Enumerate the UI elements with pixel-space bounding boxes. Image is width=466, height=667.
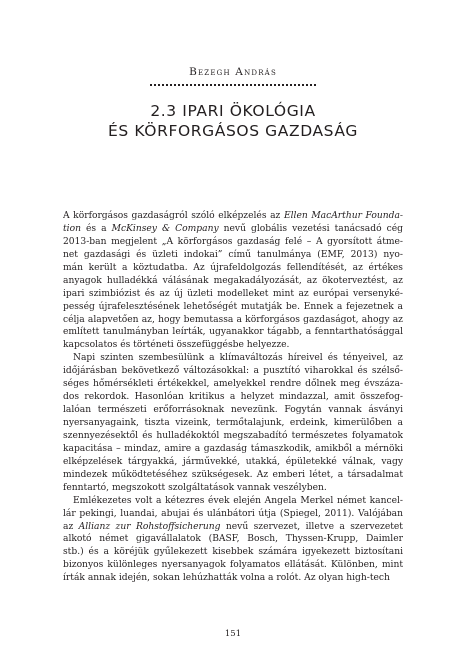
author-name: Bezegh András [189, 66, 277, 78]
text-line: anyagok hulladékká válásának megakadályozását, az ökoterveztést, az [63, 275, 403, 286]
text-line: lalóan természeti erőforrásoknak nevezünk. Fogytán vannak ásványi [63, 405, 403, 416]
text-line: Napi szinten szembesülünk a klímaváltozás híreivel és tényeivel, az [73, 353, 403, 364]
text-line: bizonyos különleges nyersanyagok folyamatos ellátását. Különben, mint [63, 560, 403, 571]
paragraph [63, 495, 403, 586]
text-line: séges hőmérsékleti értékekkel, amelyekkel rendre dőlnek meg évszáza- [63, 379, 403, 390]
text-line: 2013-ban megjelent „A körforgásos gazdaság felé – A gyorsított átme- [63, 236, 403, 247]
paragraph [63, 352, 403, 494]
text-line: A körforgásos gazdaságról szóló elképzelés az Ellen MacArthur Founda- [63, 211, 403, 221]
chapter-title-line-2: ÉS KÖRFORGÁSOS GAZDASÁG [108, 122, 358, 140]
text-line: tion és a McKinsey & Company nevű globális vezetési tanácsadó cég [63, 223, 403, 234]
text-line: dos rekordok. Hasonlóan kritikus a helyzet mindazzal, amit összefog- [63, 392, 403, 403]
text-line: net gazdasági és üzleti indokai” című tanulmánya (EMF, 2013) nyo- [63, 249, 403, 260]
text-line: ipari szimbiózist és az új üzleti modelleket mint az európai versenyké- [63, 288, 403, 299]
text-line: mán került a köztudatba. Az újrafeldolgozás fellendítését, az értékes [63, 262, 403, 273]
body-text [63, 210, 403, 585]
dotted-separator [150, 84, 316, 86]
text-line: említett tanulmányban leírták, ugyanakkor tágabb, a fenntarthatósággal [63, 327, 403, 338]
text-line: kapcsolatos és történeti összefüggésbe helyezze. [63, 340, 290, 351]
text-line: stb.) és a köréjük gyűlekezett kisebbek számára igyekezett biztosítani [63, 547, 403, 558]
text-line: mindezek működtetéséhez szükségesek. Az emberi létet, a társadalmat [63, 469, 403, 480]
text-line: alkotó német gigavállalatok (BASF, Bosch, Thyssen-Krupp, Daimler [63, 534, 403, 545]
chapter-title-line-1: 2.3 IPARI ÖKOLÓGIA [150, 102, 316, 120]
text-line: fenntartó, megszokott szolgáltatások vannak veszélyben. [63, 482, 327, 493]
text-line: kapacitása – mindaz, amire a gazdaság támaszkodik, amikből a mérnöki [63, 443, 403, 454]
text-line: pesség újrafelesztésének lehetőségét mutatják be. Ennek a fejezetnek a [63, 301, 403, 312]
text-line: nyersanyagaink, tiszta vizeink, termőtalajunk, erdeink, kimerülőben a [63, 418, 403, 428]
text-line: Emlékezetes volt a kétezres évek elején Angela Merkel német kancel- [73, 495, 403, 506]
paragraph [63, 210, 403, 352]
text-line: lár pekingi, luandai, abujai és ulánbátori útja (Spiegel, 2011). Valójában [63, 508, 403, 519]
chapter-title [0, 101, 466, 141]
page-number: 151 [224, 629, 242, 639]
text-line: írták annak idején, sokan lehúzhatták volna a rolót. Az olyan high-tech [63, 573, 390, 584]
text-line: célja alapvetően az, hogy bemutassa a körforgásos gazdaságot, ahogy az [63, 314, 403, 325]
text-line: időjárásban bekövetkező változásokkal: a pusztító viharokkal és szélső- [63, 366, 403, 377]
text-line: elképzelések tárgyakká, járművekké, utakká, épületekké válnak, vagy [63, 456, 403, 467]
text-line: az Allianz zur Rohstoffsicherung nevű szervezet, illetve a szervezetet [63, 521, 403, 532]
text-line: szennyezésektől és hulladékoktól megszabadító természetes folyamatok [63, 430, 403, 441]
